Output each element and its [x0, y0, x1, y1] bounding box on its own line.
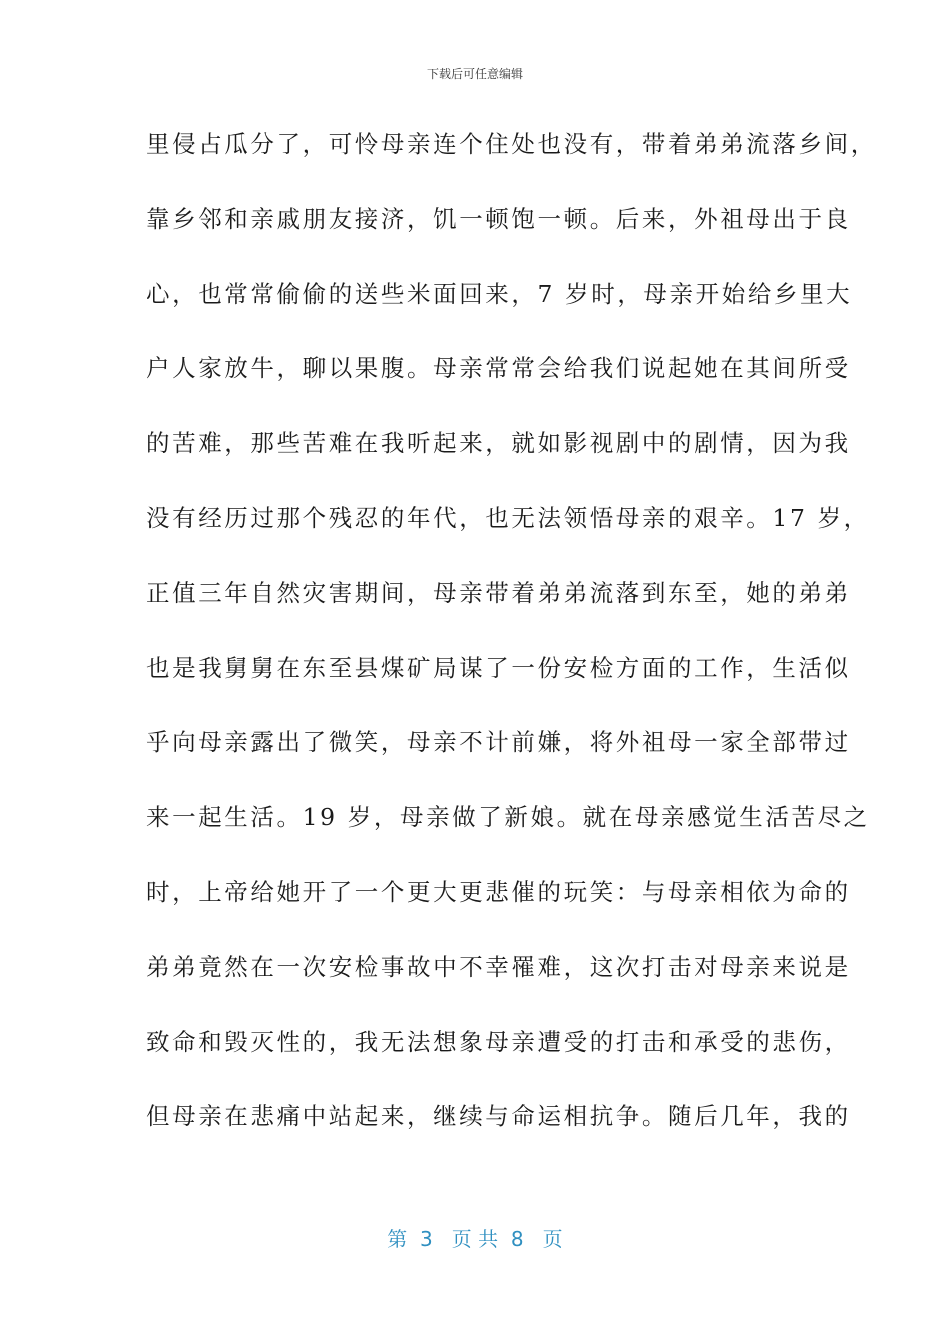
text-line: 的苦难，那些苦难在我听起来，就如影视剧中的剧情，因为我	[146, 429, 851, 458]
text-line: 靠乡邻和亲戚朋友接济，饥一顿饱一顿。后来，外祖母出于良	[146, 204, 851, 233]
text-line: 来一起生活。19 岁，母亲做了新娘。就在母亲感觉生活苦尽之	[146, 803, 870, 832]
text-line: 致命和毁灭性的，我无法想象母亲遭受的打击和承受的悲伤，	[146, 1027, 851, 1056]
text-line: 户人家放牛，聊以果腹。母亲常常会给我们说起她在其间所受	[146, 354, 851, 383]
text-line: 正值三年自然灾害期间，母亲带着弟弟流落到东至，她的弟弟	[146, 578, 851, 607]
text-line: 弟弟竟然在一次安检事故中不幸罹难，这次打击对母亲来说是	[146, 952, 851, 981]
document-body	[146, 124, 877, 1171]
text-line: 没有经历过那个残忍的年代，也无法领悟母亲的艰辛。17 岁，	[146, 503, 870, 532]
text-line: 乎向母亲露出了微笑，母亲不计前嫌，将外祖母一家全部带过	[146, 728, 851, 757]
page-header: 下载后可任意编辑	[426, 67, 523, 81]
text-line: 里侵占瓜分了，可怜母亲连个住处也没有，带着弟弟流落乡间，	[146, 130, 877, 158]
page-number-footer: 第 3 页 共 8 页	[387, 1227, 563, 1251]
text-line: 心，也常常偷偷的送些米面回来，7 岁时，母亲开始给乡里大	[146, 279, 853, 308]
text-line: 时，上帝给她开了一个更大更悲催的玩笑：与母亲相依为命的	[146, 877, 851, 906]
text-line: 但母亲在悲痛中站起来，继续与命运相抗争。随后几年，我的	[146, 1102, 851, 1131]
text-line: 也是我舅舅在东至县煤矿局谋了一份安检方面的工作，生活似	[146, 653, 851, 682]
